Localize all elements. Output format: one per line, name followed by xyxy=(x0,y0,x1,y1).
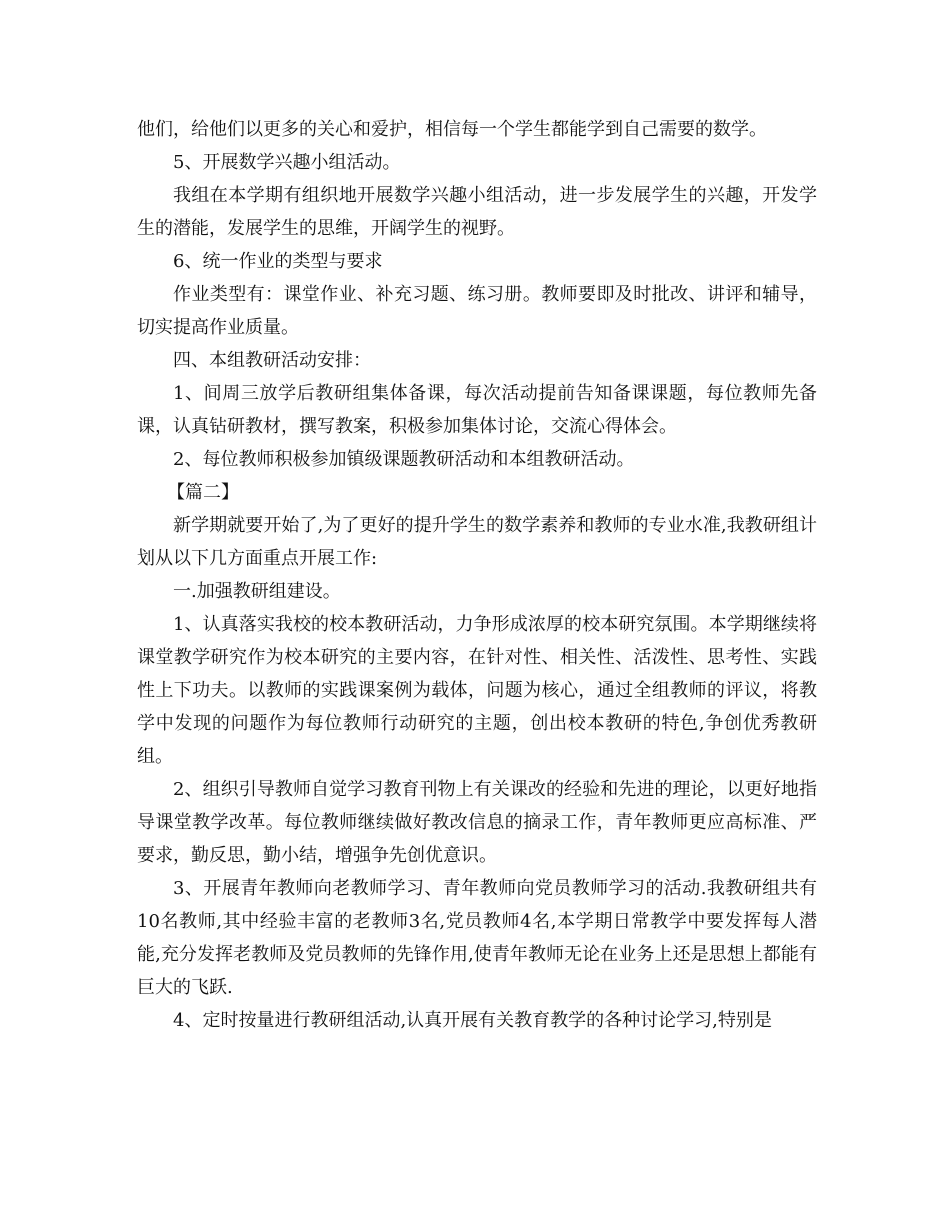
paragraph-research-activities: 2、每位教师积极参加镇级课题教研活动和本组教研活动。 xyxy=(173,449,635,470)
section-title-part-two: 【篇二】 xyxy=(167,482,239,503)
paragraph-intro: 新学期就要开始了,为了更好的提升学生的数学素养和教师的专业水准,我教研组计划从以下几方面重点开展工作: xyxy=(137,515,817,569)
heading-research-schedule: 四、本组教研活动安排： xyxy=(173,350,371,371)
paragraph-regular-activities: 4、定时按量进行教研组活动,认真开展有关教育教学的各种讨论学习,特别是 xyxy=(173,1010,772,1031)
paragraph-continuation: 他们，给他们以更多的关心和爱护，相信每一个学生都能学到自己需要的数学。 xyxy=(137,119,767,140)
paragraph-homework: 作业类型有：课堂作业、补充习题、练习册。教师要即及时批改、讲评和辅导，切实提高作业质量。 xyxy=(137,284,817,338)
paragraph-self-study: 2、组织引导教师自觉学习教育刊物上有关课改的经验和先进的理论，以更好地指导课堂教学改革。每位教师继续做好教改信息的摘录工作，青年教师更应高标准、严要求，勤反思，勤小结，增强争先创优意识。 xyxy=(137,779,817,866)
heading-group-building: 一.加强教研组建设。 xyxy=(173,581,341,602)
paragraph-interest-group: 我组在本学期有组织地开展数学兴趣小组活动，进一步发展学生的兴趣，开发学生的潜能，发展学生的思维，开阔学生的视野。 xyxy=(137,185,817,239)
paragraph-school-research: 1、认真落实我校的校本教研活动，力争形成浓厚的校本研究氛围。本学期继续将课堂教学研究作为校本研究的主要内容，在针对性、相关性、活泼性、思考性、实践性上下功夫。以教师的实践课案例为载体，问题为核心，通过全组教师的评议，将教学中发现的问题作为每位教师行动研究的主题，创出校本教研的特色,争创优秀教研组。 xyxy=(137,614,817,767)
paragraph-mentoring: 3、开展青年教师向老教师学习、青年教师向党员教师学习的活动.我教研组共有10名教师,其中经验丰富的老教师3名,党员教师4名,本学期日常教学中要发挥每人潜能,充分发挥老教师及党员教师的先锋作用,使青年教师无论在业务上还是思想上都能有巨大的飞跃. xyxy=(137,878,817,998)
paragraph-lesson-prep: 1、间周三放学后教研组集体备课，每次活动提前告知备课课题，每位教师先备课，认真钻研教材，撰写教案，积极参加集体讨论，交流心得体会。 xyxy=(137,383,817,437)
heading-interest-group: 5、开展数学兴趣小组活动。 xyxy=(173,152,401,173)
heading-homework: 6、统一作业的类型与要求 xyxy=(173,251,383,272)
document-body xyxy=(137,113,817,1037)
